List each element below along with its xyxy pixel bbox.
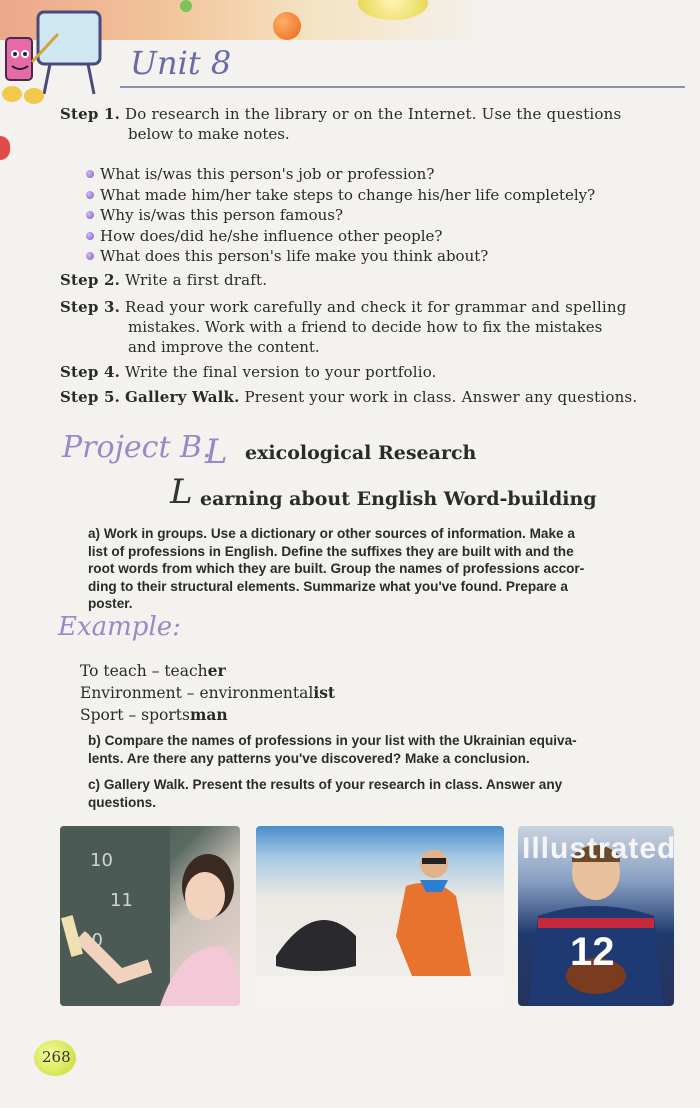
task-line: lents. Are there any patterns you've discovered? Make a conclusion.	[88, 750, 530, 766]
example-label: Example:	[58, 612, 181, 642]
decor-tab	[0, 136, 10, 160]
list-item: Why is/was this person famous?	[86, 205, 595, 226]
decor-ball	[273, 12, 301, 40]
task-line: a) Work in groups. Use a dictionary or other sources of information. Make a	[88, 526, 575, 541]
decor-dot	[180, 0, 192, 12]
step-text: below to make notes.	[128, 125, 290, 143]
task-b	[88, 732, 684, 767]
task-line: poster.	[88, 596, 133, 611]
step-text: Write the final version to your portfolio.	[125, 363, 437, 381]
step-label: Step 3.	[60, 298, 121, 316]
task-line: list of professions in English. Define the suffixes they are built with and the	[88, 543, 574, 559]
step-label: Step 5.	[60, 388, 121, 406]
example-list	[80, 660, 335, 726]
step-label: Step 2.	[60, 271, 121, 289]
project-label: Project B.	[62, 430, 212, 465]
step-label: Step 4.	[60, 363, 121, 381]
example-line: Environment – environmentalist	[80, 683, 336, 702]
list-item: What does this person's life make you think about?	[86, 246, 595, 267]
step-5	[60, 387, 637, 407]
list-item: What is/was this person's job or profession?	[86, 164, 595, 185]
teacher-illustration	[60, 826, 240, 1006]
svg-text:30: 30	[80, 930, 103, 951]
step-3	[60, 297, 627, 317]
step-text: Read your work carefully and check it for grammar and spelling	[125, 298, 627, 316]
svg-text:10: 10	[90, 850, 113, 871]
svg-text:11: 11	[110, 890, 133, 911]
step-label: Step 1.	[60, 105, 121, 123]
task-line: questions.	[88, 794, 156, 810]
jersey-number: 12	[570, 930, 615, 974]
task-c	[88, 776, 684, 811]
project-title-initial: L	[205, 432, 228, 472]
list-item: How does/did he/she influence other people?	[86, 226, 595, 247]
page-number: 268	[42, 1048, 71, 1066]
mascot-board-illustration	[0, 4, 115, 114]
step-4	[60, 362, 437, 382]
unit-title: Unit 8	[130, 44, 232, 82]
project-subtitle: earning about English Word-building	[200, 488, 597, 510]
step-text: and improve the content.	[128, 338, 320, 356]
project-title: exicological Research	[245, 442, 477, 464]
example-line: Sport – sportsman	[80, 705, 228, 724]
gallery-walk-label: Gallery Walk.	[125, 388, 240, 406]
explorer-illustration	[256, 826, 504, 1006]
example-line: To teach – teacher	[80, 661, 226, 680]
suffix: man	[189, 705, 228, 724]
task-line: ding to their structural elements. Summarize what you've found. Prepare a	[88, 578, 568, 594]
question-list	[86, 164, 595, 267]
step-1	[60, 104, 621, 124]
step-text: Do research in the library or on the Internet. Use the questions	[125, 105, 622, 123]
task-line: b) Compare the names of professions in your list with the Ukrainian equiva-	[88, 733, 577, 748]
header-divider	[120, 86, 685, 88]
task-a	[88, 525, 684, 613]
step-text: mistakes. Work with a friend to decide how to fix the mistakes	[128, 318, 603, 336]
list-item: What made him/her take steps to change his/her life completely?	[86, 185, 595, 206]
subtitle-initial: L	[170, 472, 193, 512]
photo-teacher	[60, 826, 240, 1006]
task-line: c) Gallery Walk. Present the results of your research in class. Answer any	[88, 777, 563, 792]
step-2	[60, 270, 267, 290]
step-text: Present your work in class. Answer any questions.	[244, 388, 638, 406]
step-text: Write a first draft.	[125, 271, 268, 289]
task-line: root words from which they are built. Group the names of professions accor-	[88, 561, 585, 576]
magazine-title: Illustrated	[522, 832, 677, 865]
suffix: er	[207, 661, 226, 680]
suffix: ist	[313, 683, 336, 702]
photo-explorer	[256, 826, 504, 1006]
